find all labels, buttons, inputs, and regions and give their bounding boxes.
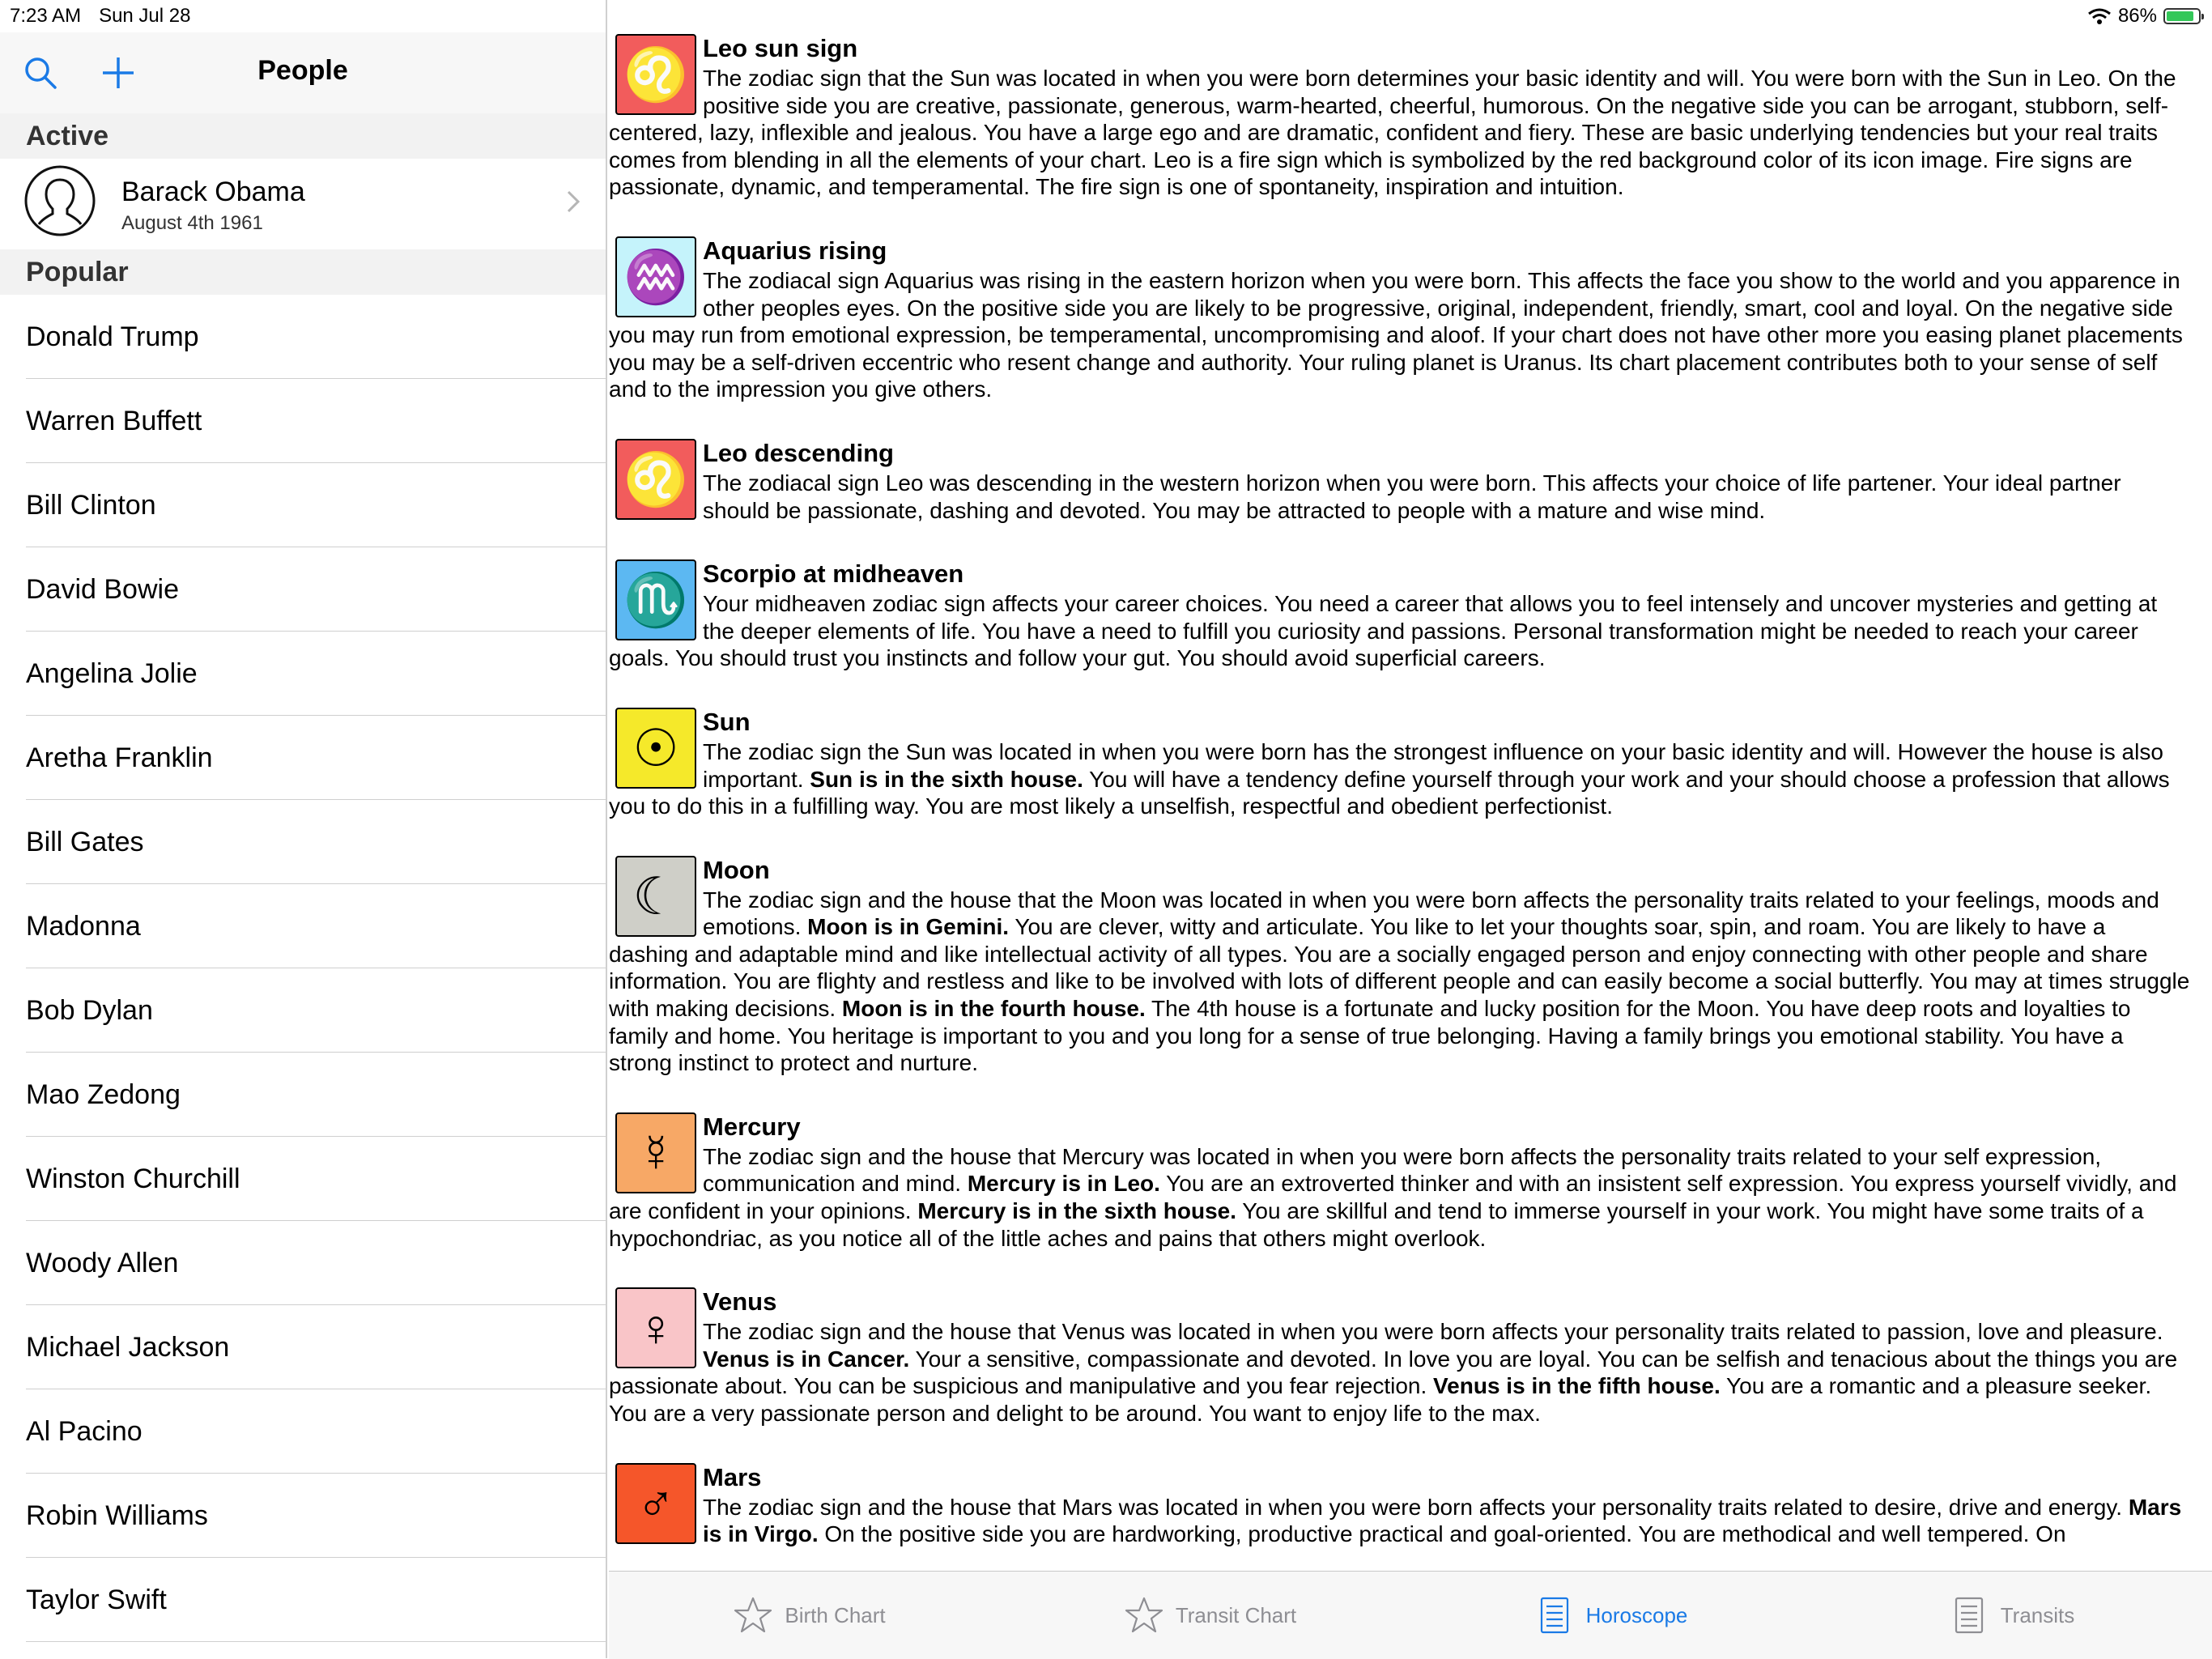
entry-description [609,1318,2197,1427]
entry-text: You are an extroverted thinker and with an insistent self expression. You express yourself vividly, and are confident in your opinions. [609,1171,2177,1224]
entry-description [609,470,2197,524]
entry-text: The zodiac sign that the Sun was located in when you were born determines your basic identity and will. You were born with the Sun in Leo. On the positive side you are creative, passionate, generous, warm-hearted, cheerful, humorous. On the negative side you can be arrogant, stubborn, self-centered, lazy, inflexible and jealous. You have a large ego and are dramatic, confident and fiery. These are basic underlying tendencies but your real traits comes from blending in all the elements of your chart. Leo is a fire sign which is symbolized by the red background color of its icon image. Fire signs are passionate, dynamic, and temperamental. The fire sign is one of spontaneity, inspiration and intuition. [609,66,2176,200]
horoscope-entry [609,558,2197,672]
person-row[interactable]: Bob Dylan [0,968,606,1053]
entry-title: Scorpio at midheaven [703,559,964,589]
entry-description [609,738,2197,820]
person-row[interactable]: Bill Clinton [0,463,606,547]
person-row[interactable]: Madonna [0,884,606,968]
tab-horoscope[interactable] [1410,1572,1811,1659]
entry-text: You are clever, witty and articulate. You like to let your thoughts soar, spin, and roam. You are likely to have a dashing and adaptable mind and like intellectual activity of all types. You are a socially engaged person and enjoy connecting with other people and share information. You are flighty and restless and like to be involved with lots of different people and can easily become a social butterfly. You may at times struggle with making decisions. [609,914,2190,1022]
active-person-date: August 4th 1961 [121,212,263,234]
entry-text: You will have a tendency define yourself through your work and your should choose a profession that allows you to do this in a fulfilling way. You are most likely a unselfish, respectful and obedient perfectionist. [609,766,2170,819]
moon-icon: ☾ [615,856,696,937]
people-sidebar [0,0,607,1658]
battery-fill [2167,11,2193,21]
entry-title: Mars [703,1462,762,1491]
person-row[interactable]: Angelina Jolie [0,632,606,716]
entry-highlight: Venus is in Cancer. [703,1346,910,1372]
person-row[interactable]: Woody Allen [0,1221,606,1305]
entry-title: Leo descending [703,438,894,467]
scorpio-icon: ♏ [615,559,696,640]
entry-text: Your a sensitive, compassionate and devoted. In love you are loyal. You can be selfish and tenacious about the things you are passionate about. You can be suspicious and manipulative and you fear rejection. [609,1346,2178,1399]
entry-title: Moon [703,855,770,884]
horoscope-entry [609,706,2197,820]
horoscope-entry [609,32,2197,201]
mercury-icon: ☿ [615,1112,696,1193]
tab-transits[interactable] [1811,1572,2212,1659]
active-person-row[interactable] [0,159,606,249]
entry-text: On the positive side you are hardworking, productive practical and goal-oriented. You are methodical and well tempered. On [818,1521,2066,1547]
entry-title: Aquarius rising [703,236,887,265]
entry-text: The zodiac sign and the house that Venus was located in when you were born affects your personality traits related to passion, love and pleasure. [703,1319,2163,1345]
entry-title: Leo sun sign [703,34,858,62]
status-time: 7:23 AM [10,5,82,27]
entry-text: The zodiac sign and the house that the Moon was located in when you were born affects the personality traits related to your feelings, moods and emotions. [703,887,2159,940]
entry-text: The zodiac sign and the house that Mercury was located in when you were born affects the personality traits related to your self expression, communication and mind. [703,1143,2102,1197]
section-header-popular: Popular [0,249,606,295]
horoscope-entry [609,235,2197,403]
popular-people-list [0,295,606,1642]
status-date: Sun Jul 28 [99,5,191,27]
entry-highlight: Mercury is in Leo. [967,1171,1160,1197]
person-row[interactable]: Warren Buffett [0,379,606,463]
person-row[interactable]: Aretha Franklin [0,716,606,800]
tab-label: Horoscope [1585,1602,1688,1627]
entry-title: Venus [703,1287,777,1317]
list-icon [1534,1595,1575,1636]
person-row[interactable]: David Bowie [0,547,606,632]
entry-text: Your midheaven zodiac sign affects your career choices. You need a career that allows you to feel intensely and uncover mysteries and getting at the deeper elements of life. You have a need to fulfill you curiosity and passions. Personal transformation might be needed to reach your career goals. You should trust you instincts and follow your gut. You should avoid superficial careers. [609,591,2158,671]
entry-description [609,1494,2197,1548]
avatar-icon [24,165,96,236]
entry-text: The zodiacal sign Aquarius was rising in the eastern horizon when you were born. This affects the face you show to the world and you apparence in other peoples eyes. On the positive side you are likely to be progressive, original, independent, friendly, smart, cool and loyal. On the negative side you may run from emotional expression, be temperamental, uncompromising and aloof. If your chart does not have other more you easing planet placements you may be a self-driven eccentric who resent change and authority. Your ruling planet is Uranus. Its chart placement contributes both to your sense of self and to the impression you give others. [609,267,2183,402]
star-icon [733,1595,773,1636]
chevron-right-icon [565,189,581,214]
status-bar-right [2087,5,2201,28]
entry-highlight: Moon is in the fourth house. [841,996,1146,1022]
entry-text: You are skillful and tend to immerse yourself in your work. You might have some traits of a hypochondriac, as you notice all of the little aches and pains that others might overlook. [609,1198,2144,1251]
entry-description [609,590,2197,672]
person-row[interactable]: Taylor Swift [0,1558,606,1642]
entry-description [609,1143,2197,1252]
sidebar-nav-bar [0,32,606,114]
entry-text: The zodiacal sign Leo was descending in the western horizon when you were born. This affects your choice of life partener. Your ideal partner should be passionate, dashing and devoted. You may be attracted to people with a mature and wise mind. [703,470,2121,523]
horoscope-entry [609,854,2197,1077]
status-bar-left [10,5,208,28]
person-row[interactable]: Bill Gates [0,800,606,884]
person-row[interactable]: Donald Trump [0,295,606,379]
horoscope-entry [609,1461,2197,1548]
venus-icon: ♀ [615,1287,696,1368]
person-row[interactable]: Mao Zedong [0,1053,606,1137]
horoscope-entry [609,1286,2197,1427]
horoscope-entry [609,1111,2197,1252]
list-icon [1949,1595,1989,1636]
entry-description [609,65,2197,201]
entry-highlight: Venus is in the fifth house. [1433,1373,1721,1399]
entry-title: Sun [703,707,751,736]
entry-text: The zodiac sign the Sun was located in when you were born has the strongest influence on your basic identity and will. However the house is also important. [703,738,2163,792]
entry-title: Mercury [703,1112,801,1141]
battery-icon [2163,8,2201,24]
active-person-name: Barack Obama [121,177,305,207]
entry-description [609,267,2197,403]
entry-text: You are a romantic and a pleasure seeker. You are a very passionate person and delight to be around. You want to enjoy life to the max. [609,1373,2152,1426]
tab-label: Birth Chart [785,1602,886,1627]
person-row[interactable]: Robin Williams [0,1474,606,1558]
star-icon [1124,1595,1164,1636]
entry-highlight: Sun is in the sixth house. [810,766,1083,792]
entry-highlight: Mercury is in the sixth house. [917,1198,1237,1224]
tab-birth-chart[interactable] [609,1572,1010,1659]
tab-transit-chart[interactable] [1010,1572,1410,1659]
tab-label: Transit Chart [1175,1602,1297,1627]
person-row[interactable]: Winston Churchill [0,1137,606,1221]
entry-text: The zodiac sign and the house that Mars was located in when you were born affects your personality traits related to desire, drive and energy. [703,1494,2129,1520]
tab-bar [609,1571,2212,1659]
section-header-active: Active [0,113,606,159]
horoscope-content[interactable] [609,32,2212,1571]
entry-description [609,887,2197,1077]
sun-icon: ☉ [615,708,696,789]
wifi-icon [2087,7,2112,25]
horoscope-entry [609,437,2197,524]
page-title: People [257,55,348,86]
leo-icon: ♌ [615,34,696,115]
tab-label: Transits [2000,1602,2075,1627]
entry-highlight: Mars is in Virgo. [703,1494,2182,1547]
entry-text: The 4th house is a fortunate and lucky position for the Moon. You have deep roots and loyalties to family and home. You heritage is important to you and you long for a sense of true belonging. Having a family brings you emotional stability. You have a strong instinct to protect and nurture. [609,996,2131,1076]
leo-icon: ♌ [615,439,696,520]
battery-percent: 86% [2117,5,2157,27]
person-row[interactable]: Al Pacino [0,1389,606,1474]
person-row[interactable]: Michael Jackson [0,1305,606,1389]
mars-icon: ♂ [615,1463,696,1544]
entry-highlight: Moon is in Gemini. [807,914,1010,940]
aquarius-icon: ♒ [615,236,696,317]
